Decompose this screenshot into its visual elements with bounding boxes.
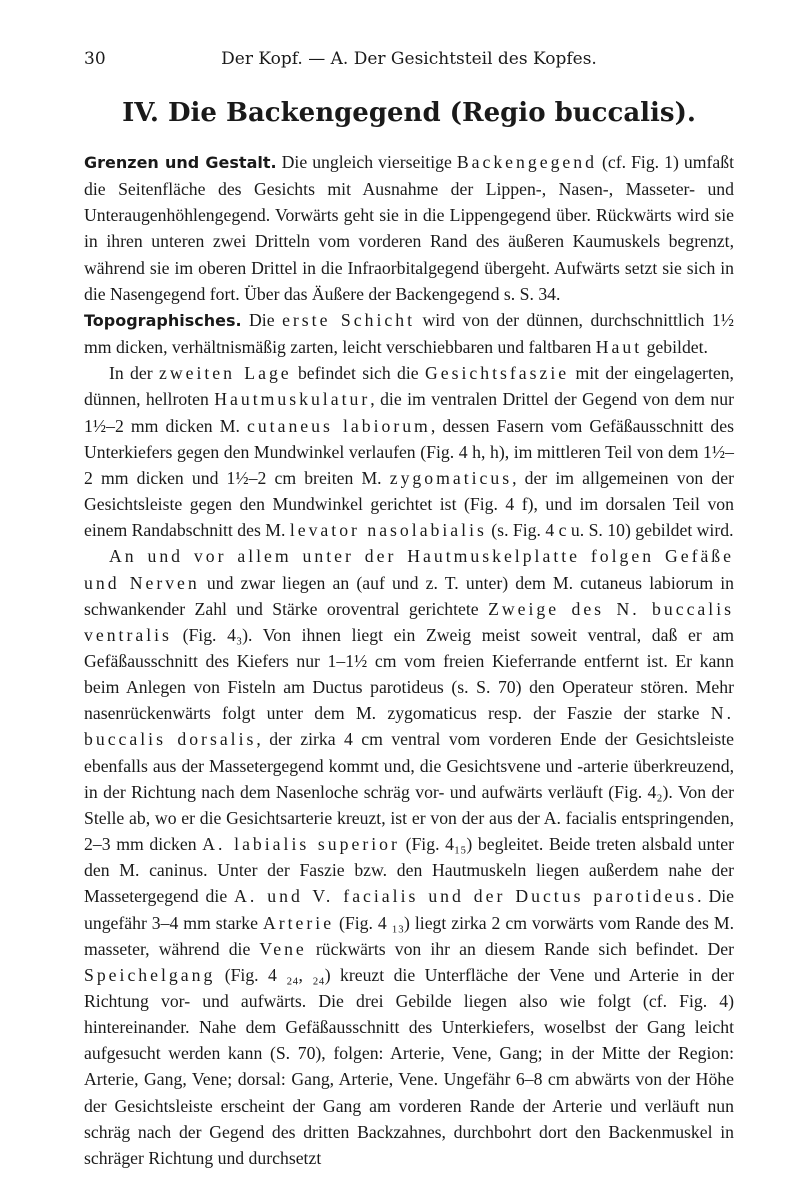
spaced-term: Backengegend: [456, 152, 597, 172]
text-run: , die im ventralen Drittel der Gegend von dem nur 1½–2 mm dicken M.: [84, 389, 735, 436]
paragraph-grenzen: [84, 149, 734, 307]
text-run: (s. Fig. 4 c u. S. 10) gebildet wird.: [486, 520, 734, 541]
text-run: (Fig. 4₁₅) begleitet. Beide treten alsbald unter den M. caninus. Unter der Faszie bzw. den Hautmuskeln liegen außerdem nahe der Massetergegend die: [84, 834, 734, 907]
spaced-term: unter der Hautmuskelplatte folgen Gefäße und Nerven: [84, 546, 735, 593]
spaced-term: A. labialis superior: [202, 834, 400, 855]
section-title: IV. Die Backengegend (Regio buccalis).: [122, 98, 696, 128]
running-head: [84, 46, 734, 72]
spaced-term: Arterie: [262, 912, 335, 933]
running-title: Der Kopf. — A. Der Gesichtsteil des Kopfes.: [221, 49, 597, 69]
spaced-term: A. und V. facialis und der Ductus parotideus: [234, 886, 698, 907]
spaced-term: zygomaticus: [389, 467, 513, 488]
text-run: Die ungleich vierseitige: [276, 152, 457, 172]
spaced-term: Vene: [259, 938, 307, 959]
paragraph-zweite-lage: [84, 360, 734, 543]
page-number: 30: [84, 49, 106, 69]
text-run: In der: [109, 363, 159, 384]
text-run: rückwärts von ihr an diesem Rande sich befindet. Der: [306, 938, 734, 959]
text-run: wird von der dünnen, durchschnittlich 1½ mm dicken, verhältnismäßig zarten, leicht verschiebbaren und faltbaren: [84, 309, 734, 358]
text-run: , dessen Fasern vom Gefäßausschnitt des Unterkiefers gegen den Mundwinkel verlaufen (Fig. 4 h, h), im mittleren Teil von dem 1½–2 mm dicken und 1½–2 cm breiten M.: [84, 415, 734, 488]
text-run: (Fig. 4 ₁₃) liegt zirka 2 cm vorwärts vom Rande des M. masseter, während die: [84, 912, 734, 959]
spaced-term: Zweige des N. buccalis ventralis: [84, 598, 734, 645]
text-run: mit der eingelagerten, dünnen, hellroten: [84, 363, 734, 410]
spaced-term: Hautmuskulatur: [214, 389, 371, 410]
text-run: . Die ungefähr 3–4 mm starke: [84, 886, 734, 933]
text-run: und zwar liegen an (auf und z. T. unter) dem M. cutaneus labiorum in schwankender Zahl und Stärke oroventral gerichtete: [84, 572, 734, 619]
spaced-term: levator nasolabialis: [289, 520, 487, 541]
text-run: Die: [241, 309, 283, 330]
paragraph-heading: Grenzen und Gestalt.: [84, 153, 277, 172]
text-run: befindet sich die: [291, 363, 425, 384]
text-run: , der zirka 4 cm ventral vom vorderen Ende der Gesichtsleiste ebenfalls aus der Massetergegend kommt und, die Gesichtsvene und -arterie überkreuzend, in der Richtung nach dem Nasenloche schräg vor- und aufwärts verläuft (Fig. 4₂). Von der Stelle ab, wo er die Gesichtsarterie kreuzt, ist er von der aus der A. facialis entspringenden, 2–3 mm dicken: [84, 729, 734, 855]
spaced-term: Speichelgang: [84, 964, 216, 985]
paragraph-topographisches: [84, 307, 734, 360]
spaced-term: cutaneus labiorum: [246, 415, 431, 436]
spaced-term: Gesichtsfaszie: [425, 363, 570, 384]
paragraph-heading: Topographisches.: [84, 310, 242, 330]
text-run: (cf. Fig. 1) umfaßt die Seitenfläche des Gesichts mit Ausnahme der Lippen-, Nasen-, Masseter- und Unteraugenhöhlengegend. Vorwärts geht sie in die Lippengegend über. Rückwärts wird sie in ihren unteren zwei Dritteln vom vorderen Rand des äußeren Kaumuskels begrenzt, während sie im oberen Drittel in die Infraorbitalgegend übergeht. Aufwärts setzt sie sich in die Nasengegend fort. Über das Äußere der Backengegend s. S. 34.: [84, 152, 735, 304]
text-run: , der im allgemeinen von der Gesichtsleiste gegen den Mundwinkel gerichtet ist (Fig. 4 f), und im dorsalen Teil von einem Randabschnitt des M.: [84, 467, 734, 541]
text-run: (Fig. 4 ₂₄, ₂₄) kreuzt die Unterfläche der Vene und Arterie in der Richtung vor- und aufwärts. Die drei Gebilde liegen also wie folgt (cf. Fig. 4) hintereinander. Nahe dem Gefäßausschnitt des Unterkiefers, woselbst der Gang leicht aufgesucht werden kann (S. 70), folgen: Arterie, Vene, Gang; in der Mitte der Region: Arterie, Gang, Vene; dorsal: Gang, Arterie, Vene. Ungefähr 6–8 cm abwärts von der Höhe der Gesichtsleiste erscheint der Gang am vorderen Rande der Arterie und verläuft nun schräg nach der Gegend des dritten Backzahnes, durchbohrt dort den Backenmuskel in schräger Richtung und durchsetzt: [84, 964, 734, 1168]
spaced-term: erste Schicht: [282, 309, 415, 330]
spaced-term: Haut: [595, 337, 643, 358]
spaced-term: N. buccalis dorsalis: [84, 703, 734, 750]
paragraph-gefaesse-nerven: [84, 543, 734, 1171]
spaced-term: zweiten Lage: [158, 363, 292, 384]
body-text: [84, 149, 734, 1171]
spaced-term: An und vor allem: [109, 546, 303, 567]
text-run: (Fig. 4₃). Von ihnen liegt ein Zweig meist soweit ventral, daß er am Gefäßausschnitt des Kiefers nur 1–1½ cm vom freien Kieferrande entfernt ist. Er kann beim Anlegen von Fisteln am Ductus parotideus (s. S. 70) den Operateur stören. Mehr nasenrückenwärts folgt unter dem M. zygomaticus resp. der Faszie der starke: [84, 624, 734, 724]
text-run: gebildet.: [642, 337, 708, 358]
